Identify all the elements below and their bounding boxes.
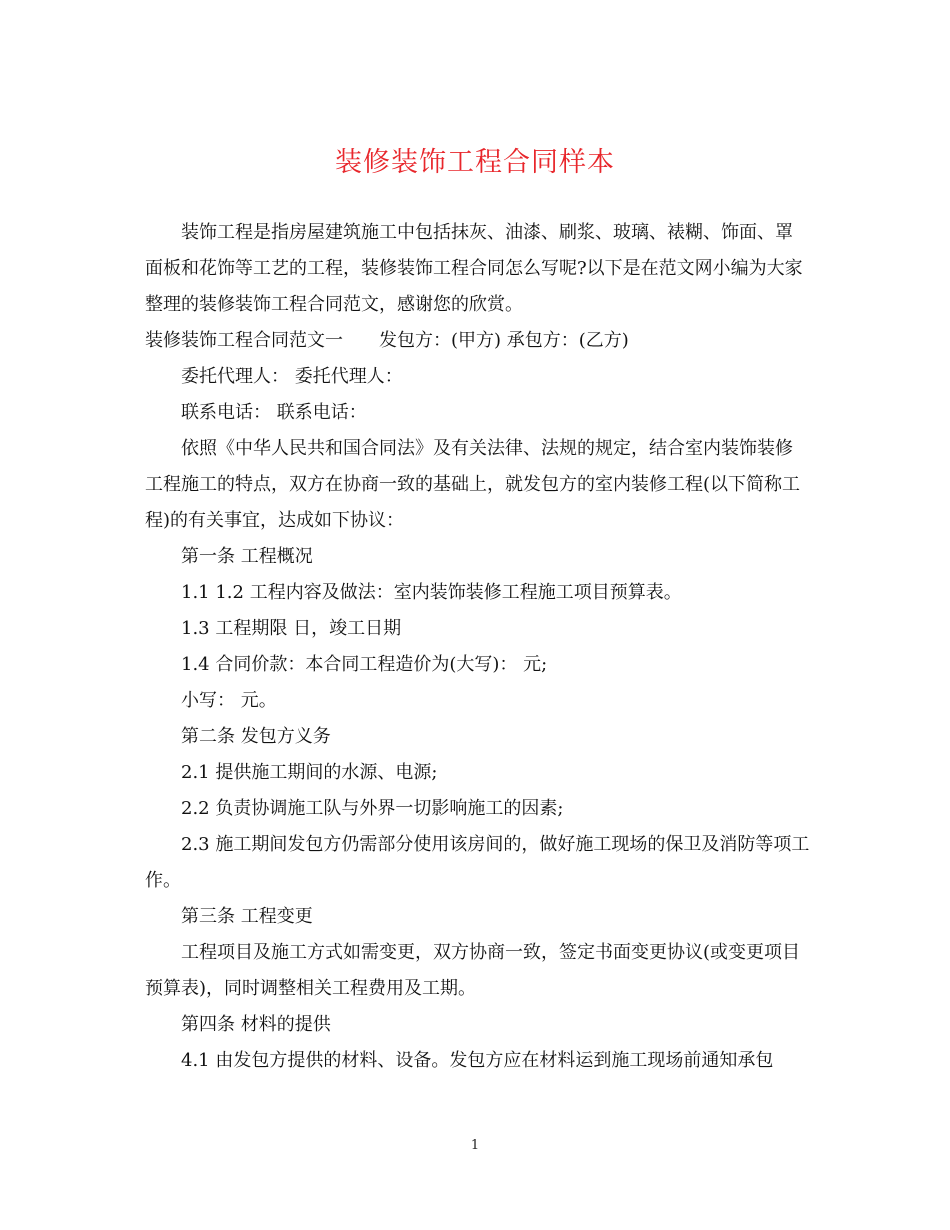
article-3-body: 工程项目及施工方式如需变更，双方协商一致，签定书面变更协议(或变更项目预算表)，同时调整相关工程费用及工期。 [145,942,801,999]
sample-heading: 装修装饰工程合同范文一 [145,330,343,351]
clause-1-3: 1.3 工程期限 日，竣工日期 [181,618,402,639]
clause-1-4-small: 小写： 元。 [181,690,277,711]
clause-1-4: 1.4 合同价款：本合同工程造价为(大写)： 元; [181,654,548,675]
agent-line: 委托代理人： 委托代理人： [181,366,403,387]
article-4-title: 第四条 材料的提供 [181,1014,331,1035]
page-number: 1 [470,1138,480,1153]
clause-2-1: 2.1 提供施工期间的水源、电源; [181,762,438,783]
article-1-title: 第一条 工程概况 [181,546,313,567]
sample-heading-line [145,323,810,359]
article-3-title: 第三条 工程变更 [181,906,313,927]
clause-4-1: 4.1 由发包方提供的材料、设备。发包方应在材料运到施工现场前通知承包 [181,1050,774,1071]
intro-paragraph: 装饰工程是指房屋建筑施工中包括抹灰、油漆、刷浆、玻璃、裱糊、饰面、罩面板和花饰等工艺的工程，装修装饰工程合同怎么写呢?以下是在范文网小编为大家整理的装修装饰工程合同范文，感谢您的欣赏。 [145,222,803,315]
clause-2-3: 2.3 施工期间发包方仍需部分使用该房间的，做好施工现场的保卫及消防等项工作。 [145,834,810,891]
phone-line: 联系电话： 联系电话： [181,402,367,423]
document-title: 装修装饰工程合同样本 [335,147,615,178]
article-2-title: 第二条 发包方义务 [181,726,331,747]
clause-2-2: 2.2 负责协调施工队与外界一切影响施工的因素; [181,798,564,819]
parties-line: 发包方：(甲方) 承包方：(乙方) [379,330,629,351]
clause-1-1: 1.1 1.2 工程内容及做法：室内装饰装修工程施工项目预算表。 [181,582,682,603]
preamble-paragraph: 依照《中华人民共和国合同法》及有关法律、法规的规定，结合室内装饰装修工程施工的特点，双方在协商一致的基础上，就发包方的室内装修工程(以下简称工程)的有关事宜，达成如下协议： [145,438,801,531]
